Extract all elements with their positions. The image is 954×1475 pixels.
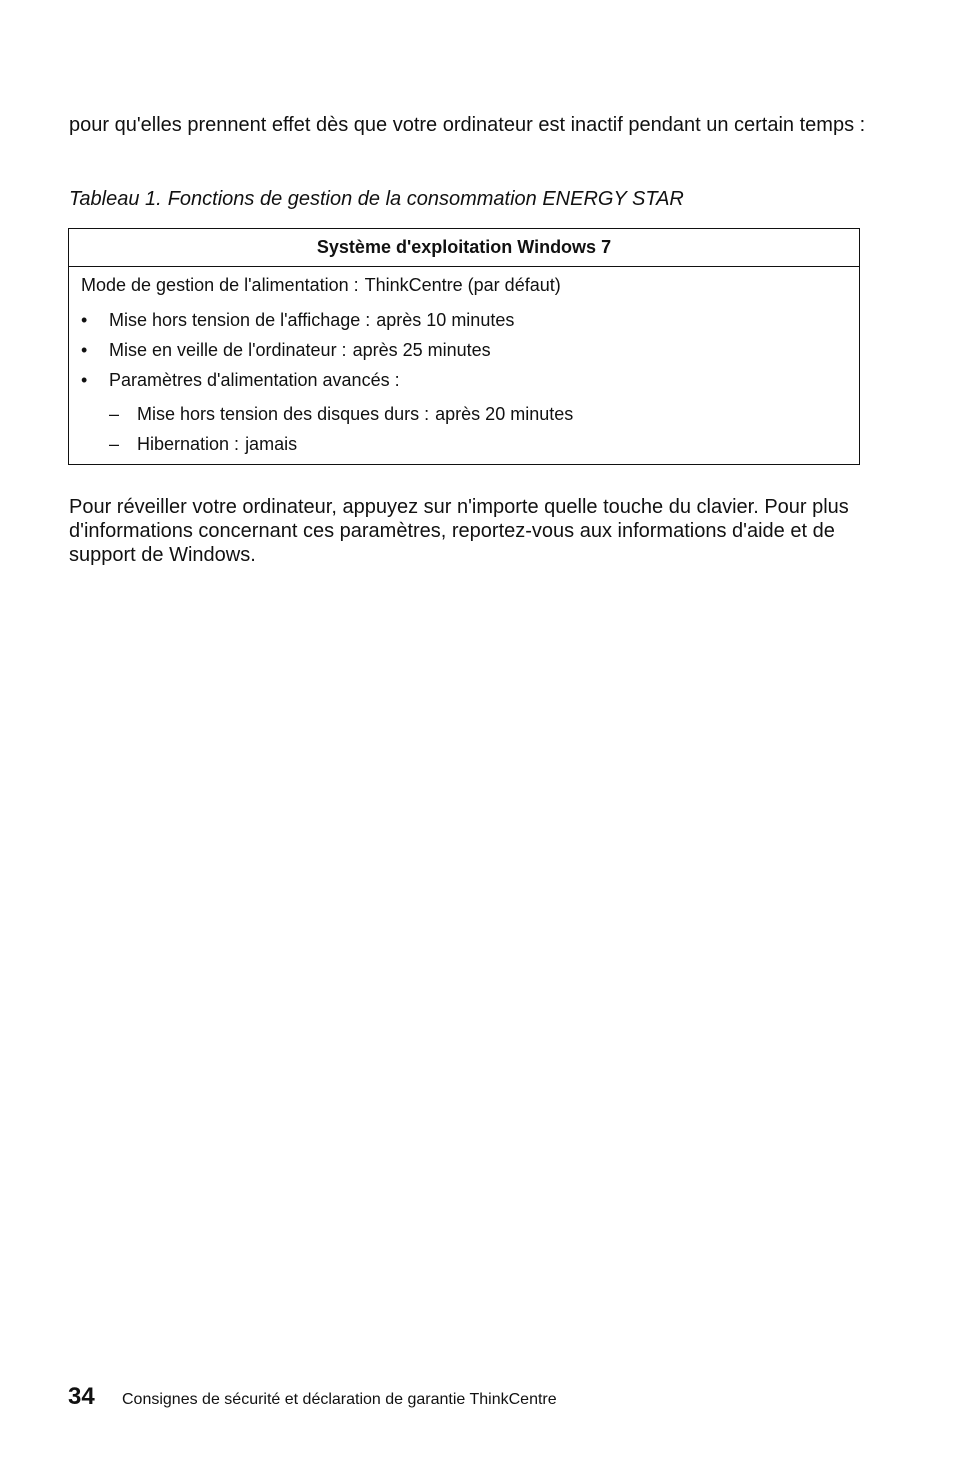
power-mode-line <box>81 274 561 296</box>
dash-marker: – <box>109 434 120 454</box>
page-footer <box>68 1383 557 1411</box>
sub-list-item <box>109 433 297 455</box>
sub-list-item <box>109 403 573 425</box>
list-item-label: Mise en veille de l'ordinateur : <box>109 340 347 360</box>
table-caption-title: Fonctions de gestion de la consommation ENERGY STAR <box>167 188 684 210</box>
bullet-marker: • <box>81 370 88 390</box>
sub-list-item-value: après 20 minutes <box>435 404 574 424</box>
footer-title: Consignes de sécurité et déclaration de garantie ThinkCentre <box>122 1391 557 1408</box>
list-item <box>81 369 400 391</box>
dash-marker: – <box>109 404 120 424</box>
list-item-label: Paramètres d'alimentation avancés : <box>109 370 400 390</box>
table-header: Système d'exploitation Windows 7 <box>69 229 859 267</box>
sub-list-item-label: Mise hors tension des disques durs : <box>137 404 430 424</box>
table-caption <box>69 187 869 211</box>
list-item <box>81 309 514 331</box>
outro-paragraph: Pour réveiller votre ordinateur, appuyez sur n'importe quelle touche du clavier. Pour plus d'informations concernant ces paramètres, reportez-vous aux informations d'aide et de support de Windows. <box>69 496 849 566</box>
bullet-marker: • <box>81 310 88 330</box>
table-caption-number: Tableau 1. <box>69 188 162 210</box>
list-item-value: après 10 minutes <box>376 310 515 330</box>
bullet-marker: • <box>81 340 88 360</box>
intro-paragraph: pour qu'elles prennent effet dès que votre ordinateur est inactif pendant un certain temps : <box>69 114 866 136</box>
power-mode-label: Mode de gestion de l'alimentation : <box>81 275 359 295</box>
energy-star-table <box>68 228 860 465</box>
power-mode-value: ThinkCentre (par défaut) <box>364 275 561 295</box>
sub-list-item-label: Hibernation : <box>137 434 240 454</box>
list-item-value: après 25 minutes <box>352 340 491 360</box>
page-number: 34 <box>68 1383 95 1410</box>
sub-list-item-value: jamais <box>245 434 298 454</box>
list-item <box>81 339 491 361</box>
list-item-label: Mise hors tension de l'affichage : <box>109 310 371 330</box>
